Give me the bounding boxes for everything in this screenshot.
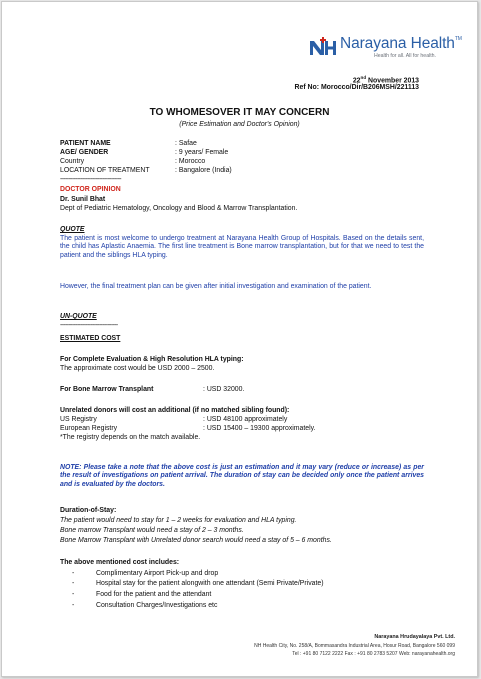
quote-paragraph: However, the final treatment plan can be given after initial investigation and examination of the patient.	[60, 283, 372, 290]
patient-value: : 9 years/ Female	[175, 149, 229, 156]
registry-cost: : USD 48100 approximately	[203, 416, 288, 423]
bmt-label: For Bone Marrow Transplant	[60, 386, 154, 393]
page-subtitle: (Price Estimation and Doctor's Opinion)	[179, 121, 300, 128]
document-page	[1, 1, 478, 677]
doctor-department: Dept of Pediatric Hematology, Oncology and Blood & Marrow Transplantation.	[60, 205, 298, 212]
duration-line: Bone Marrow Transplant with Unrelated donor search would need a stay of 5 – 6 months.	[60, 537, 332, 544]
doctor-name: Dr. Sunil Bhat	[60, 196, 106, 203]
brand-tagline: Health for all. All for health.	[374, 53, 436, 59]
doctor-opinion-heading: DOCTOR OPINION	[60, 186, 121, 193]
registry-cost: : USD 15400 – 19300 approximately.	[203, 425, 316, 432]
list-item: - Food for the patient and the attendant	[72, 591, 212, 598]
patient-value: : Bangalore (India)	[175, 167, 232, 174]
patient-value: : Safae	[175, 140, 197, 147]
bmt-cost: : USD 32000.	[203, 386, 245, 393]
duration-line: Bone marrow Transplant would need a stay of 2 – 3 months.	[60, 527, 244, 534]
list-item: - Hospital stay for the patient alongwith one attendant (Semi Private/Private)	[72, 580, 324, 587]
patient-value: : Morocco	[175, 158, 206, 165]
nh-logo-icon	[307, 35, 337, 57]
unquote-heading: UN-QUOTE	[60, 313, 97, 320]
includes-heading: The above mentioned cost includes:	[60, 559, 180, 566]
reference-number: Ref No: Morocco/Dir/B206MSH/221113	[294, 84, 419, 91]
footer-address: NH Health City, No. 258/A, Bommasandra Industrial Area, Hosur Road, Bangalore 560 099	[254, 643, 455, 649]
footer-contact: Tel : +91 80 7122 2222 Fax : +91 80 2783 5207 Web: narayanahealth.org	[292, 651, 455, 657]
letter-date: 22nd November 2013	[352, 75, 419, 85]
patient-label: LOCATION OF TREATMENT	[60, 167, 150, 174]
trademark-mark: TM	[454, 36, 462, 42]
duration-line: The patient would need to stay for 1 – 2 weeks for evaluation and HLA typing.	[60, 517, 297, 524]
hla-heading: For Complete Evaluation & High Resolution HLA typing:	[60, 356, 244, 363]
page-title: TO WHOMESOVER IT MAY CONCERN	[149, 107, 330, 118]
registry-note: *The registry depends on the match available.	[60, 434, 201, 441]
duration-heading: Duration-of-Stay:	[60, 507, 117, 514]
brand-name: Narayana Health™	[340, 35, 462, 52]
registry-label: US Registry	[60, 416, 97, 423]
cost-note: NOTE: Please take a note that the above cost is just an estimation and it may vary (reduce or increase) as per the result of investigations on patient arrival. The duration of stay can be decided only once the patient arrives and is evaluated by the doctors.	[60, 464, 424, 488]
patient-label: PATIENT NAME	[60, 140, 111, 147]
divider: ----------------------------------	[60, 322, 118, 329]
footer-company: Narayana Hrudayalaya Pvt. Ltd.	[374, 634, 455, 640]
divider: ------------------------------------	[60, 176, 122, 183]
unrelated-donor-heading: Unrelated donors will cost an additional (if no matched sibling found):	[60, 407, 290, 414]
hla-cost: The approximate cost would be USD 2000 – 2500.	[60, 365, 215, 372]
quote-heading: QUOTE	[60, 226, 85, 233]
patient-label: AGE/ GENDER	[60, 149, 109, 156]
estimated-cost-heading: ESTIMATED COST	[60, 335, 121, 342]
list-item: - Complimentary Airport Pick-up and drop	[72, 570, 219, 577]
registry-label: European Registry	[60, 425, 118, 432]
quote-paragraph: The patient is most welcome to undergo treatment at Narayana Health Group of Hospitals. Based on the details sent, the child has Aplastic Anaemia. The first line treatment is Bone marrow transplantation, but for that we need to test the patient and the siblings HLA typing.	[60, 235, 424, 259]
patient-label: Country	[60, 158, 85, 165]
list-item: - Consultation Charges/Investigations etc	[72, 602, 218, 609]
